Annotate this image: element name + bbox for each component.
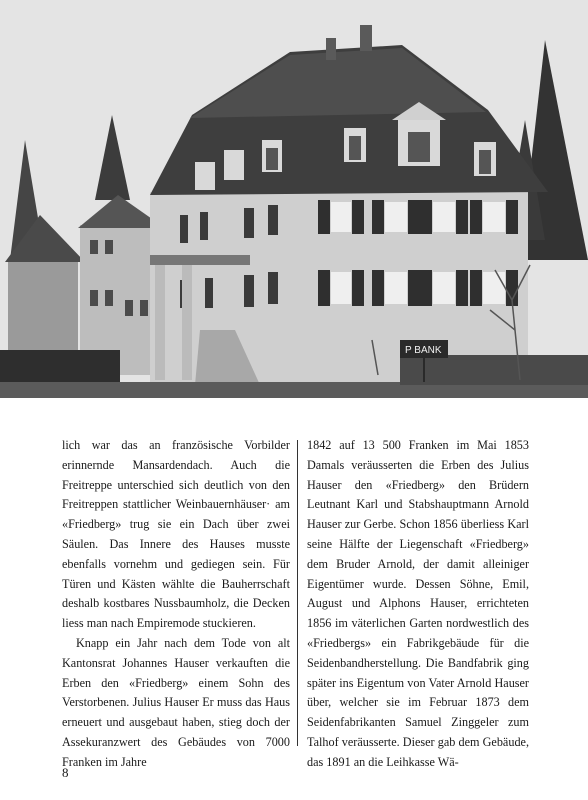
bank-sign-text: P BANK (405, 345, 442, 356)
column-divider (297, 440, 298, 746)
text-column-right (307, 436, 529, 773)
right-paragraph-1: 1842 auf 13 500 Franken im Mai 1853 Damals veräusserten die Erben des Julius Hauser den «Friedberg» den Brüdern Leutnant Karl und Stabshauptmann Arnold Hauser zur Gerbe. Schon 1856 überliess Karl seine Hälfte der Liegenschaft «Friedberg» dem Bruder Arnold, der damit alleiniger Eigentümer wurde. Dessen Söhne, Emil, August und Alphons Hauser, errichteten 1856 im väterlichen Garten nordwestlich des «Friedbergs» ein Fabrikgebäude für die Seidenbandherstellung. Die Bandfabrik ging später ins Eigentum von Vater Arnold Hauser über, welcher sie im Februar 1873 dem Seidenfabrikanten Samuel Zinggeler zum Talhof veräusserte. Dieser gab dem Gebäude, das 1891 an die Leihkasse Wä- (307, 438, 529, 769)
text-column-left (62, 436, 290, 773)
house-photo (0, 0, 588, 398)
page-number: 8 (62, 765, 69, 780)
left-paragraph-1: lich war das an französische Vorbilder erinnernde Mansardendach. Auch die Freitreppe unterschied sich deutlich von den Freitreppen stattlicher Weinbauernhäuser· am «Friedberg» trug sie ein Dach über zwei Säulen. Das Innere des Hauses musste ebenfalls vornehm und gediegen sein. Für Türen und Kästen wählte die Bauherrschaft deshalb kostbares Nussbaumholz, die Decken liess man nach Empiremode stuckieren. (62, 438, 290, 631)
left-paragraph-2: Knapp ein Jahr nach dem Tode von alt Kantonsrat Johannes Hauser verkauften die Erben den «Friedberg» einem Sohn des Verstorbenen. Julius Hauser Er muss das Haus erneuert und ausgebaut haben, stieg doch der Assekuranzwert des Gebäudes von 7000 Franken im Jahre (62, 635, 290, 769)
